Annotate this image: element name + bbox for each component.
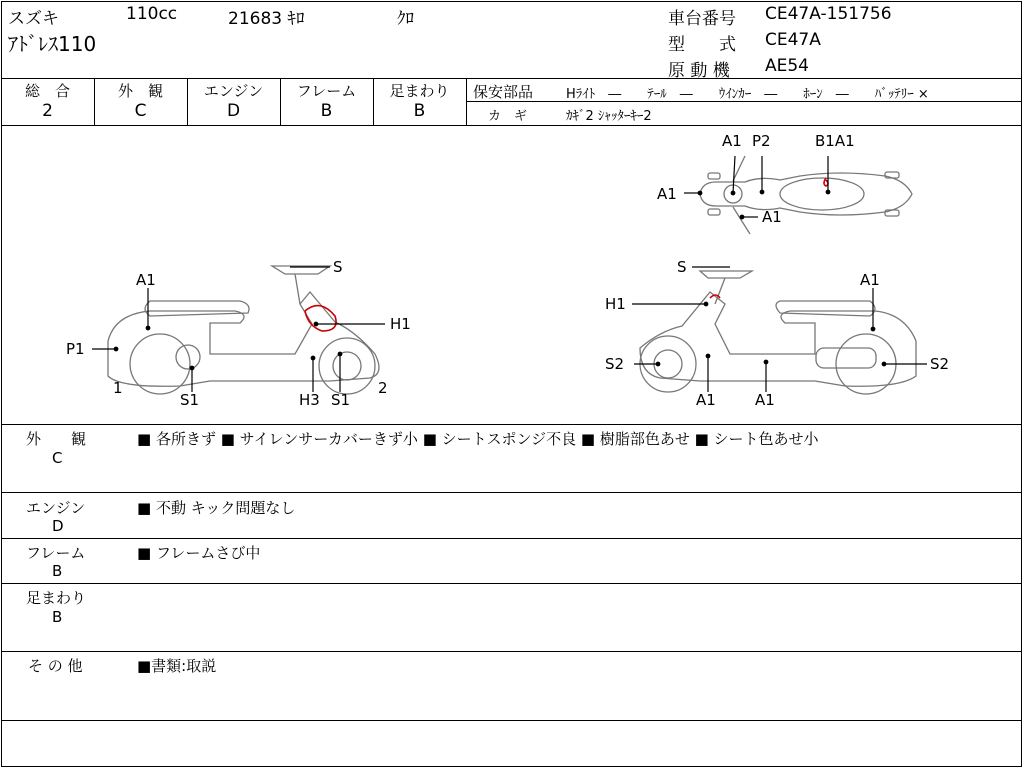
diagram-label: A1 <box>696 391 716 409</box>
other-section-label: そ の 他 <box>28 657 83 675</box>
diagram-label: B1A1 <box>815 132 855 150</box>
diagram-label: A1 <box>860 271 880 289</box>
divider <box>1 583 1022 584</box>
safety-items: Hﾗｲﾄ ― ﾃｰﾙ ― ｳｲﾝｶｰ ― ﾎｰﾝ ― ﾊﾞｯﾃﾘｰ × <box>566 87 929 102</box>
diagram-label: S2 <box>930 355 950 373</box>
engine-grade: D <box>226 101 241 121</box>
divider <box>466 78 467 125</box>
type-label: 型 式 <box>668 35 736 55</box>
diagram-label: A1 <box>722 132 742 150</box>
safety-label: 保安部品 <box>473 83 534 101</box>
exterior-grade: C <box>134 101 147 121</box>
diagram-label: 2 <box>378 379 388 397</box>
diagram-label: A1 <box>755 391 775 409</box>
diagram-label: S2 <box>605 355 625 373</box>
divider <box>1 492 1022 493</box>
engine-section-grade: D <box>52 517 64 535</box>
frame-section-label: フレーム <box>26 544 86 562</box>
frame-grade: B <box>320 101 333 121</box>
diagram-label: A1 <box>762 208 782 226</box>
diagram-label: H1 <box>605 295 626 313</box>
diagram-label: S <box>333 258 343 276</box>
diagram-label: H1 <box>390 315 411 333</box>
right-side-scooter <box>640 271 916 394</box>
frame-notes: ■ フレームさび中 <box>137 544 261 562</box>
diagram-label: P2 <box>752 132 771 150</box>
diagram-label: S1 <box>180 391 200 409</box>
exterior-section-grade: C <box>52 449 63 467</box>
engine-notes: ■ 不動 キック問題なし <box>137 499 296 517</box>
diagram-label: S1 <box>331 391 351 409</box>
exterior-notes: ■ 各所きず ■ サイレンサーカバーきず小 ■ シートスポンジ不良 ■ 樹脂部色あせ ■ シート色あせ小 <box>137 430 819 448</box>
frame-section-grade: B <box>52 562 63 580</box>
overall-grade: 2 <box>42 101 53 121</box>
exterior-label: 外 観 <box>117 82 163 100</box>
type-value: CE47A <box>765 30 821 50</box>
diagram-label: A1 <box>657 185 677 203</box>
engine-value: AE54 <box>765 56 810 76</box>
keys-label: カ ギ <box>488 109 528 124</box>
displacement: 110cc <box>126 4 178 24</box>
frame-grade-label: フレーム <box>296 82 357 100</box>
suspension-grade: B <box>413 101 426 121</box>
mileage: 21683 ｷﾛ <box>228 9 305 29</box>
maker: スズキ <box>8 9 59 29</box>
engine-label: 原 動 機 <box>668 61 730 81</box>
frame-no: CE47A-151756 <box>765 4 892 24</box>
suspension-section-label: 足まわり <box>26 589 87 607</box>
color: ｸﾛ <box>397 9 414 29</box>
diagram-label: 1 <box>113 379 123 397</box>
divider <box>1 78 1022 79</box>
divider <box>1 651 1022 652</box>
damage-diagram <box>0 126 1024 424</box>
diagram-label: S <box>677 258 687 276</box>
other-notes: ■書類:取説 <box>137 657 217 675</box>
engine-grade-label: エンジン <box>203 82 264 100</box>
overall-label: 総 合 <box>24 82 70 100</box>
diagram-label: P1 <box>66 340 85 358</box>
model-name: ｱﾄﾞﾚｽ110 <box>8 32 97 56</box>
divider <box>1 424 1022 425</box>
keys-value: ｶｷﾞ2 ｼｬｯﾀｰｷｰ2 <box>566 109 652 124</box>
engine-section-label: エンジン <box>26 499 86 517</box>
exterior-section-label: 外 観 <box>26 430 87 448</box>
suspension-section-grade: B <box>52 608 63 626</box>
frame-no-label: 車台番号 <box>668 9 736 29</box>
divider <box>1 720 1022 721</box>
diagram-label: H3 <box>299 391 320 409</box>
diagram-label: A1 <box>136 271 156 289</box>
divider <box>1 538 1022 539</box>
suspension-grade-label: 足まわり <box>389 82 450 100</box>
